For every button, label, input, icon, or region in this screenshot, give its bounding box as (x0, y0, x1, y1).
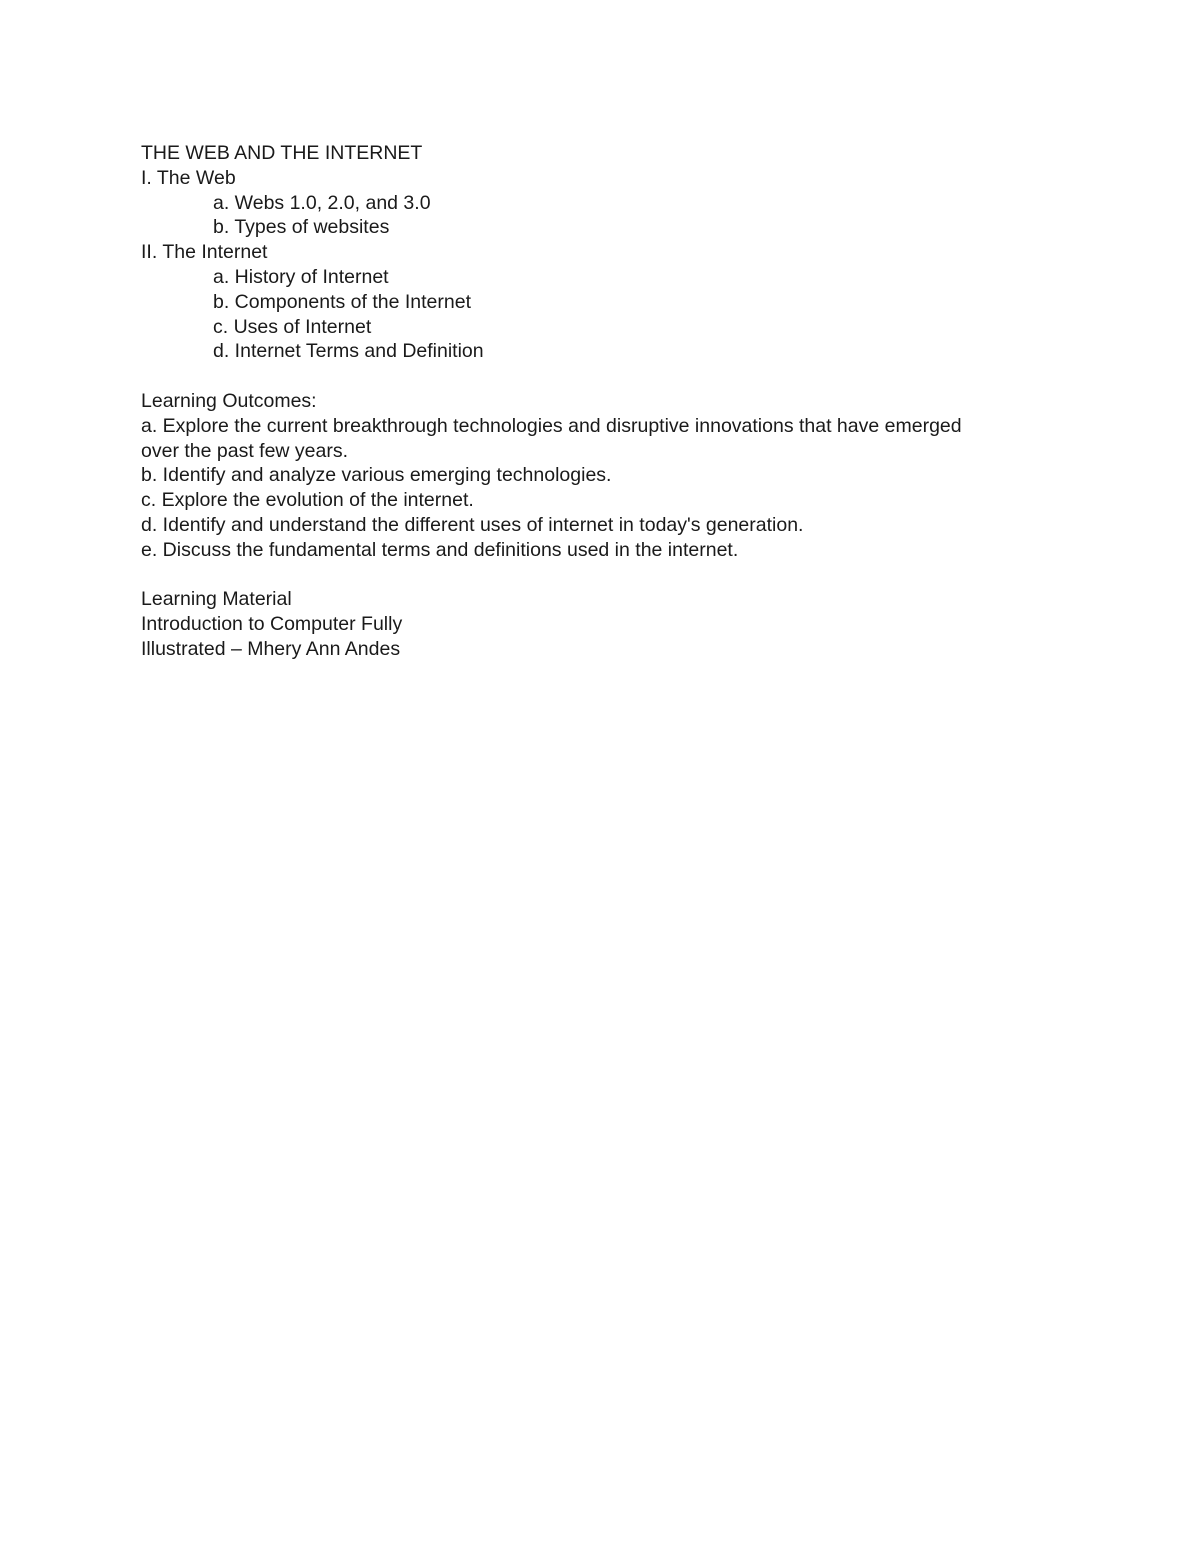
outline-item: c. Uses of Internet (213, 315, 372, 338)
material-line: Introduction to Computer Fully (141, 613, 403, 636)
spacer (141, 563, 1041, 588)
outline-item: b. Types of websites (213, 216, 390, 239)
document-title: THE WEB AND THE INTERNET (141, 142, 423, 164)
learning-outcomes-heading: Learning Outcomes: (141, 389, 317, 412)
outcome-item: b. Identify and analyze various emerging technologies. (141, 464, 612, 487)
material-line: Illustrated – Mhery Ann Andes (141, 637, 401, 660)
document-body (141, 141, 1041, 662)
section-heading-internet: II. The Internet (141, 241, 268, 264)
outcome-item: d. Identify and understand the different uses of internet in today's generation. (141, 513, 804, 536)
outline-item: a. History of Internet (213, 265, 389, 288)
outcome-item: a. Explore the current breakthrough technologies and disruptive innovations that have emerged over the past few years. (141, 414, 962, 462)
spacer (141, 364, 1041, 389)
outline-item: a. Webs 1.0, 2.0, and 3.0 (213, 191, 431, 214)
section-heading-web: I. The Web (141, 166, 236, 189)
outcome-item: e. Discuss the fundamental terms and definitions used in the internet. (141, 538, 739, 561)
outline-item: d. Internet Terms and Definition (213, 340, 484, 363)
learning-material-heading: Learning Material (141, 588, 292, 611)
outcome-item: c. Explore the evolution of the internet. (141, 489, 474, 512)
outline-item: b. Components of the Internet (213, 290, 471, 313)
